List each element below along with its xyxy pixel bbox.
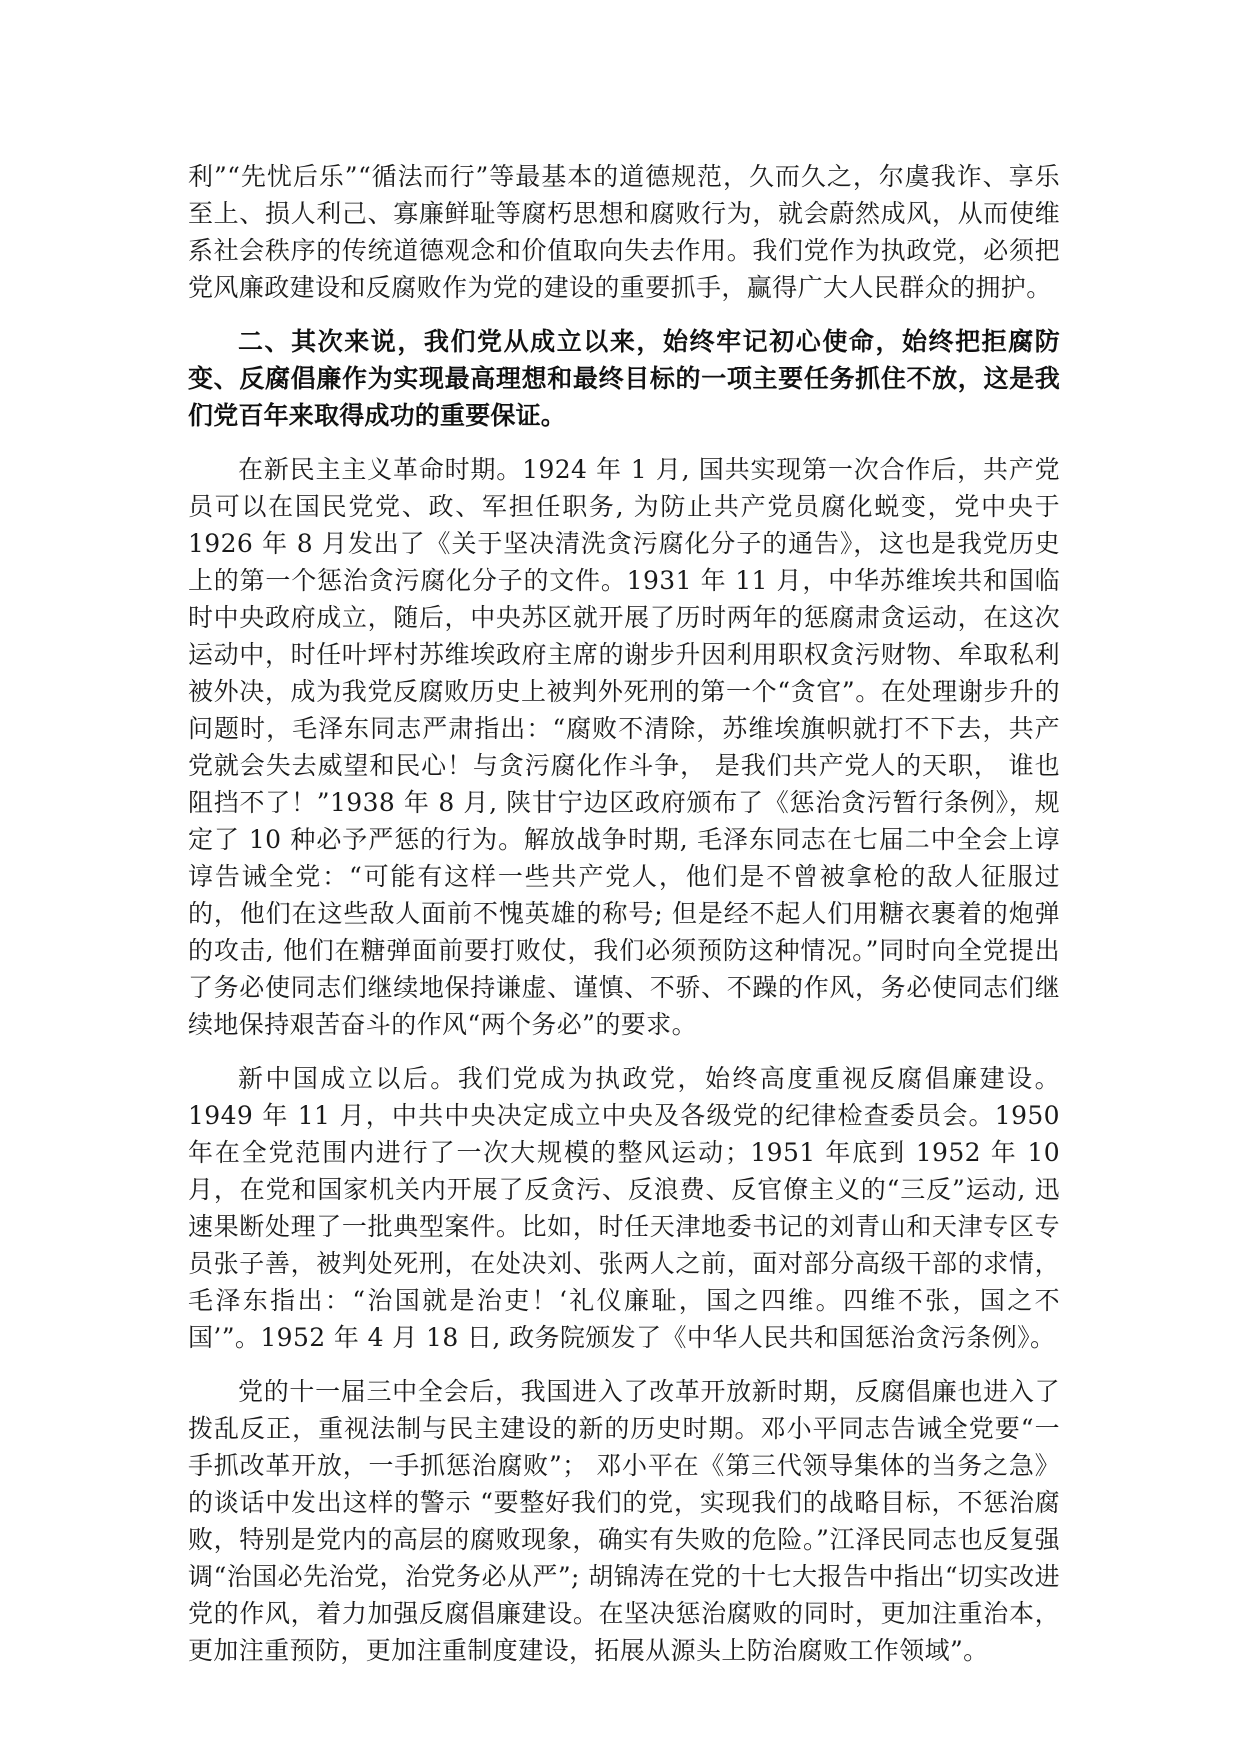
paragraph-gap: [188, 1356, 1060, 1373]
paragraph-gap: [188, 306, 1060, 323]
paragraph-reform-opening: 党的十一届三中全会后，我国进入了改革开放新时期，反腐倡廉也进入了拨乱反正，重视法制与民主建设的新的历史时期。邓小平同志告诫全党要“一手抓改革开放，一手抓惩治腐败”； 邓小平在《第三代领导集体的当务之急》的谈话中发出这样的警示 “要整好我们的党，实现我们的战略目标，不惩治腐败，特别是党内的高层的腐败现象，确实有失败的危险。”江泽民同志也反复强调“治国必先治党，治党务必从严”; 胡锦涛在党的十七大报告中指出“切实改进党的作风，着力加强反腐倡廉建设。在坚决惩治腐败的同时，更加注重治本，更加注重预防，更加注重制度建设，拓展从源头上防治腐败工作领域”。: [188, 1377, 1060, 1665]
paragraph-new-china: 新中国成立以后。我们党成为执政党，始终高度重视反腐倡廉建设。1949 年 11 月，中共中央决定成立中央及各级党的纪律检查委员会。1950 年在全党范围内进行了一次大规模的整风运动；1951 年底到 1952 年 10 月，在党和国家机关内开展了反贪污、反浪费、反官僚主义的“三反”运动, 迅速果断处理了一批典型案件。比如，时任天津地委书记的刘青山和天津专区专员张子善，被判处死刑，在处决刘、张两人之前，面对部分高级干部的求情，毛泽东指出：“治国就是治吏！‘礼仪廉耻，国之四维。四维不张，国之不国’”。1952 年 4 月 18 日, 政务院颁发了《中华人民共和国惩治贪污条例》。: [188, 1064, 1060, 1352]
paragraph-new-democratic-revolution: 在新民主主义革命时期。1924 年 1 月, 国共实现第一次合作后，共产党员可以在国民党党、政、军担任职务, 为防止共产党员腐化蜕变，党中央于 1926 年 8 月发出了《关于坚决清洗贪污腐化分子的通告》，这也是我党历史上的第一个惩治贪污腐化分子的文件。1931 年 11 月，中华苏维埃共和国临时中央政府成立，随后，中央苏区就开展了历时两年的惩腐肃贪运动，在这次运动中，时任叶坪村苏维埃政府主席的谢步升因利用职权贪污财物、牟取私利被外决，成为我党反腐败历史上被判外死刑的第一个“贪官”。在处理谢步升的问题时，毛泽东同志严肃指出：“腐败不清除，苏维埃旗帜就打不下去，共产党就会失去威望和民心！与贪污腐化作斗争， 是我们共产党人的天职， 谁也阻挡不了！”1938 年 8 月, 陕甘宁边区政府颁布了《惩治贪污暂行条例》，规定了 10 种必予严惩的行为。解放战争时期, 毛泽东同志在七届二中全会上谆谆告诫全党：“可能有这样一些共产党人，他们是不曾被拿枪的敌人征服过的，他们在这些敌人面前不愧英雄的称号; 但是经不起人们用糖衣裹着的炮弹的攻击, 他们在糖弹面前要打败仗，我们必须预防这种情况。”同时向全党提出了务必使同志们继续地保持谦虚、谨慎、不骄、不躁的作风，务必使同志们继续地保持艰苦奋斗的作风“两个务必”的要求。: [188, 455, 1060, 1039]
paragraph-gap: [188, 1043, 1060, 1060]
paragraph-gap: [188, 434, 1060, 451]
paragraph-continuation: 利”“先忧后乐”“循法而行”等最基本的道德规范，久而久之，尔虞我诈、享乐至上、损人利己、寡廉鲜耻等腐朽思想和腐败行为，就会蔚然成风，从而使维系社会秩序的传统道德观念和价值取向失去作用。我们党作为执政党，必须把党风廉政建设和反腐败作为党的建设的重要抓手，赢得广大人民群众的拥护。: [188, 162, 1060, 302]
section-heading-2: 二、其次来说，我们党从成立以来，始终牢记初心使命，始终把拒腐防变、反腐倡廉作为实现最高理想和最终目标的一项主要任务抓住不放，这是我们党百年来取得成功的重要保证。: [188, 327, 1060, 430]
